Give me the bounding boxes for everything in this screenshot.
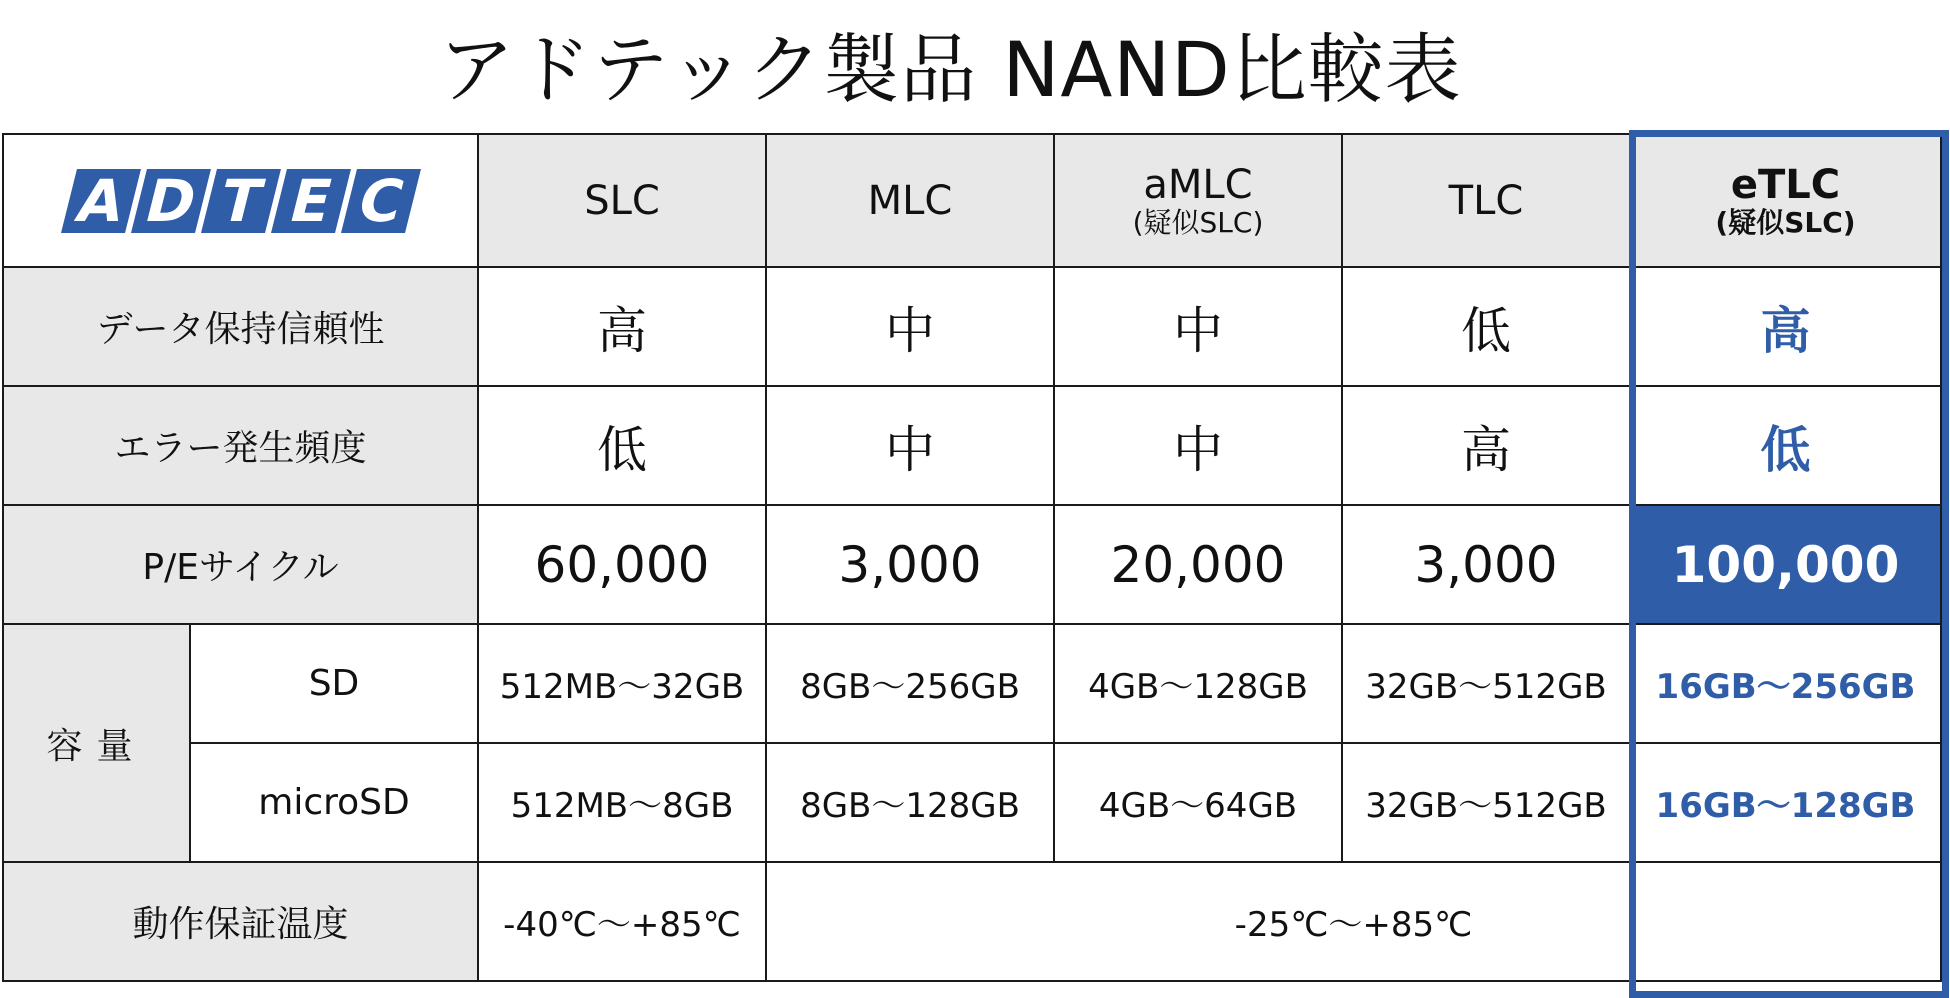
column-subtitle: (疑似SLC) — [1132, 205, 1264, 239]
table-cell: 512MB～32GB — [478, 624, 766, 743]
table-cell: 低 — [478, 386, 766, 505]
table-cell: 低 — [1342, 267, 1630, 386]
column-name: aMLC — [1143, 161, 1253, 208]
column-name: eTLC — [1730, 161, 1841, 208]
row-sublabel: microSD — [190, 743, 478, 862]
table-row — [3, 505, 1941, 624]
table-cell-etlc: 高 — [1630, 267, 1941, 386]
row-sublabel: SD — [190, 624, 478, 743]
table-cell-merged: -25℃～+85℃ — [766, 862, 1941, 981]
table-row — [3, 386, 1941, 505]
column-header-tlc — [1342, 134, 1630, 267]
nand-comparison-table — [2, 133, 1942, 982]
table-cell: 60,000 — [478, 505, 766, 624]
table-cell: 3,000 — [1342, 505, 1630, 624]
row-label: P/Eサイクル — [3, 505, 478, 624]
table-cell: 4GB～64GB — [1054, 743, 1342, 862]
table-row — [3, 267, 1941, 386]
table-cell: 32GB～512GB — [1342, 743, 1630, 862]
table-cell: 20,000 — [1054, 505, 1342, 624]
table-cell: 512MB～8GB — [478, 743, 766, 862]
table-cell: -40℃～+85℃ — [478, 862, 766, 981]
logo-letter: C — [341, 169, 421, 233]
logo-letter: D — [131, 169, 211, 233]
row-label: 動作保証温度 — [3, 862, 478, 981]
column-name: SLC — [584, 177, 660, 224]
table-cell: 8GB～128GB — [766, 743, 1054, 862]
header-row — [3, 134, 1941, 267]
table-cell: 中 — [1054, 386, 1342, 505]
table-cell-etlc: 16GB～256GB — [1630, 624, 1941, 743]
column-header-amlc — [1054, 134, 1342, 267]
page-title: アドテック製品 NAND比較表 — [438, 25, 1462, 114]
column-header-slc — [478, 134, 766, 267]
table-row — [3, 862, 1941, 981]
table-cell-etlc: 100,000 — [1630, 505, 1941, 624]
logo-letter: A — [61, 169, 141, 233]
column-name: TLC — [1448, 177, 1524, 224]
column-header-mlc — [766, 134, 1054, 267]
adtec-logo — [58, 166, 424, 235]
table-cell-etlc: 低 — [1630, 386, 1941, 505]
table-cell-etlc: 16GB～128GB — [1630, 743, 1941, 862]
logo-letter: T — [201, 169, 281, 233]
column-header-etlc — [1630, 134, 1941, 267]
column-subtitle: (疑似SLC) — [1715, 205, 1856, 239]
table-cell: 高 — [1342, 386, 1630, 505]
table-cell: 3,000 — [766, 505, 1054, 624]
table-cell: 中 — [766, 267, 1054, 386]
table-cell: 中 — [1054, 267, 1342, 386]
table-cell: 4GB～128GB — [1054, 624, 1342, 743]
table-row — [3, 743, 1941, 862]
table-cell: 高 — [478, 267, 766, 386]
table-row — [3, 624, 1941, 743]
row-label: エラー発生頻度 — [3, 386, 478, 505]
row-label: データ保持信頼性 — [3, 267, 478, 386]
table-cell: 32GB～512GB — [1342, 624, 1630, 743]
table-cell: 中 — [766, 386, 1054, 505]
row-label-capacity: 容量 — [3, 624, 190, 862]
table-cell: 8GB～256GB — [766, 624, 1054, 743]
logo-cell — [3, 134, 478, 267]
logo-letter: E — [271, 169, 351, 233]
column-name: MLC — [867, 177, 953, 224]
